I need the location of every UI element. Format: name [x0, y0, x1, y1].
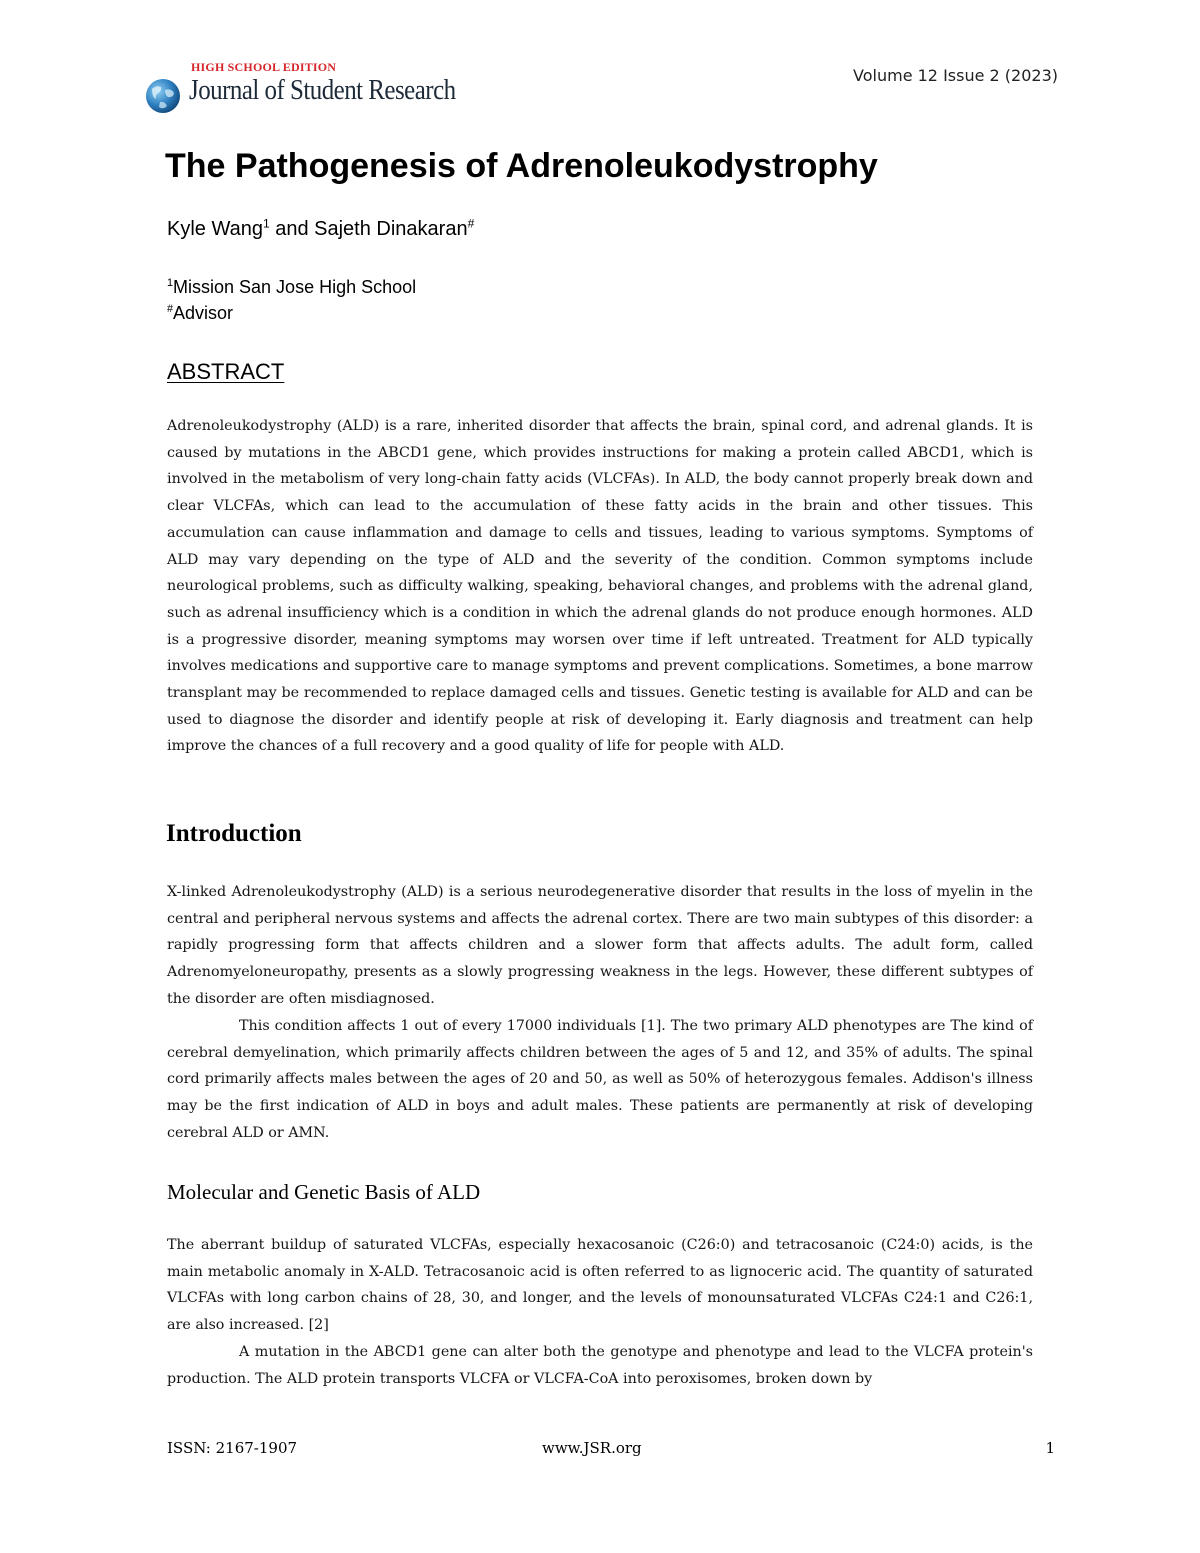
journal-logo[interactable] [143, 58, 463, 118]
introduction-paragraph-2: This condition affects 1 out of every 17000 individuals [1]. The two primary ALD phenotypes are The kind of cerebral demyelination, which primarily affects children between the ages of 5 and 12, and 35% of adults. The spinal cord primarily affects males between the ages of 20 and 50, as well as 50% of heterozygous females. Addison's illness may be the first indication of ALD in boys and adult males. These patients are permanently at risk of developing cerebral ALD or AMN. [167, 1018, 1033, 1141]
logo-edition-text: HIGH SCHOOL EDITION [191, 60, 337, 74]
author-joiner: and [269, 218, 315, 240]
globe-icon [143, 76, 183, 116]
molecular-paragraph-1: The aberrant buildup of saturated VLCFAs, especially hexacosanoic (C26:0) and tetracosanoic (C24:0) acids, is the main metabolic anomaly in X-ALD. Tetracosanoic acid is often referred to as lignoceric acid. The quantity of saturated VLCFAs with long carbon chains of 28, 30, and longer, and the levels of monounsaturated VLCFAs C24:1 and C26:1, are also increased. [2] [167, 1237, 1033, 1334]
footer-website-link[interactable]: www.JSR.org [542, 1439, 642, 1457]
author-line [167, 218, 474, 241]
molecular-paragraph-2: A mutation in the ABCD1 gene can alter both the genotype and phenotype and lead to the VLCFA protein's production. The ALD protein transports VLCFA or VLCFA-CoA into peroxisomes, broken down by [167, 1344, 1033, 1387]
footer-page-number: 1 [1045, 1439, 1055, 1457]
abstract-body: Adrenoleukodystrophy (ALD) is a rare, inherited disorder that affects the brain, spinal cord, and adrenal glands. It is caused by mutations in the ABCD1 gene, which provides instructions for making a protein called ABCD1, which is involved in the metabolism of very long-chain fatty acids (VLCFAs). In ALD, the body cannot properly break down and clear VLCFAs, which can lead to the accumulation of these fatty acids in the brain and other tissues. This accumulation can cause inflammation and damage to cells and tissues, leading to various symptoms. Symptoms of ALD may vary depending on the type of ALD and the severity of the condition. Common symptoms include neurological problems, such as difficulty walking, speaking, behavioral changes, and problems with the adrenal gland, such as adrenal insufficiency which is a condition in which the adrenal glands do not produce enough hormones. ALD is a progressive disorder, meaning symptoms may worsen over time if left untreated. Treatment for ALD typically involves medications and supportive care to manage symptoms and prevent complications. Sometimes, a bone marrow transplant may be recommended to replace damaged cells and tissues. Genetic testing is available for ALD and can be used to diagnose the disorder and identify people at risk of developing it. Early diagnosis and treatment can help improve the chances of a full recovery and a good quality of life for people with ALD. [167, 418, 1033, 755]
affiliation-school [167, 277, 416, 298]
abstract-heading: ABSTRACT [167, 359, 285, 384]
introduction-heading: Introduction [166, 820, 302, 847]
molecular-basis-heading: Molecular and Genetic Basis of ALD [167, 1180, 481, 1204]
author-name: Kyle Wang [167, 218, 263, 240]
advisor-mark: # [467, 216, 475, 231]
affiliation-text: Mission San Jose High School [173, 277, 417, 297]
affiliation-text: Advisor [173, 303, 234, 323]
article-title: The Pathogenesis of Adrenoleukodystrophy [165, 147, 878, 185]
footer-issn: ISSN: 2167-1907 [167, 1439, 298, 1457]
journal-name: Journal of Student Research [189, 74, 456, 106]
volume-issue: Volume 12 Issue 2 (2023) [853, 66, 1058, 85]
advisor-name: Sajeth Dinakaran [314, 218, 468, 240]
affiliation-advisor [167, 303, 233, 324]
introduction-paragraph-1: X-linked Adrenoleukodystrophy (ALD) is a serious neurodegenerative disorder that results in the loss of myelin in the central and peripheral nervous systems and affects the adrenal cortex. There are two main subtypes of this disorder: a rapidly progressing form that affects children and a slower form that affects adults. The adult form, called Adrenomyeloneuropathy, presents as a slowly progressing weakness in the legs. However, these different subtypes of the disorder are often misdiagnosed. [167, 884, 1033, 1007]
author-affiliation-mark: 1 [262, 216, 270, 231]
affiliation-mark: 1 [167, 277, 174, 289]
affiliation-mark: # [167, 303, 174, 315]
